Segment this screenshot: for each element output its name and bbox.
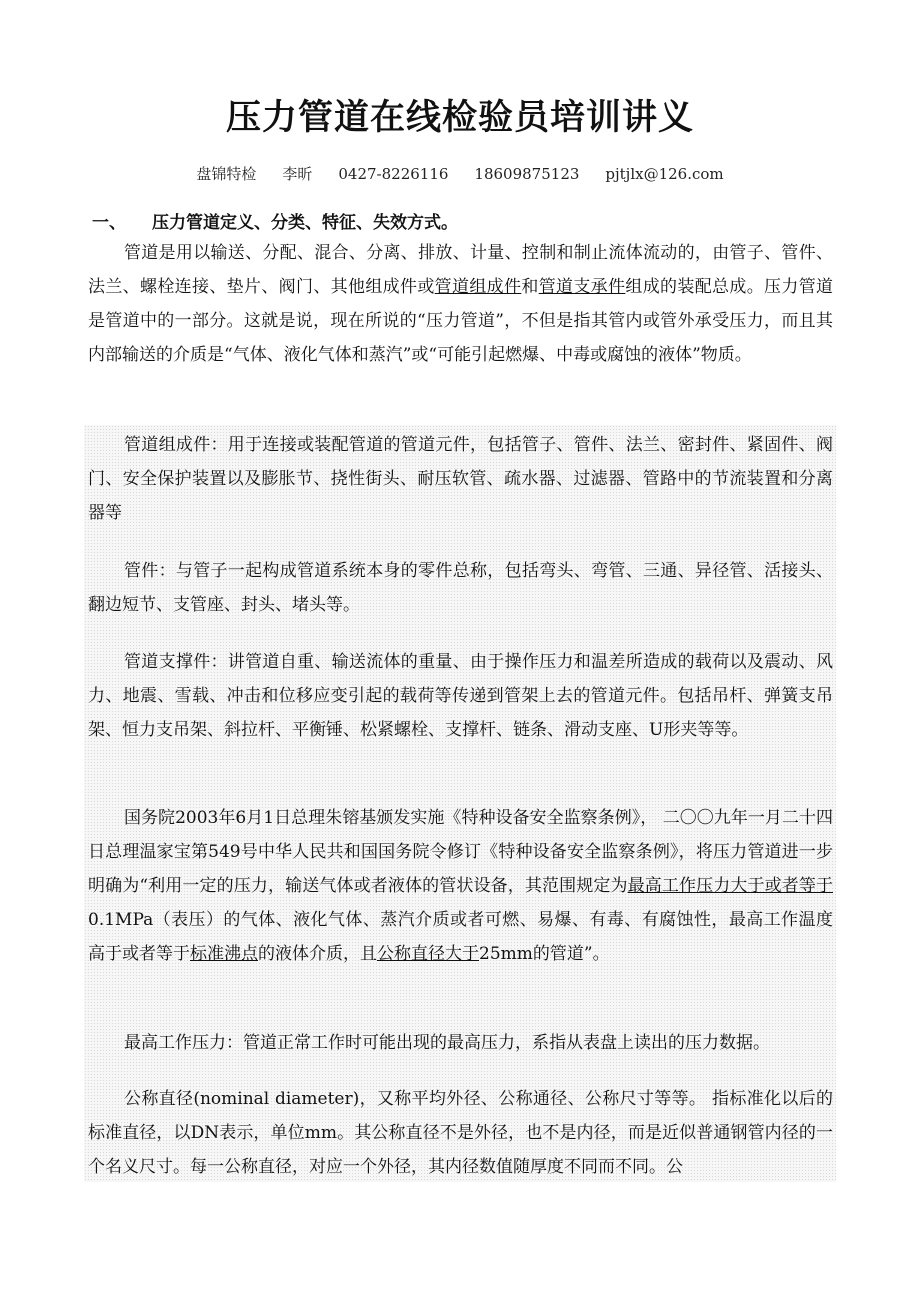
- section-number: 一、: [92, 213, 126, 233]
- note-supports: 管道支撑件：讲管道自重、输送流体的重量、由于操作压力和温差所造成的载荷以及震动、风力、地震、雪载、冲击和位移应变引起的载荷等传递到管架上去的管道元件。包括吊杆、弹簧支吊架、恒力支吊架、斜拉杆、平衡锤、松紧螺栓、支撑杆、链条、滑动支座、U形夹等等。: [88, 652, 833, 740]
- byline-author: 李昕: [282, 165, 313, 183]
- note-components: 管道组成件：用于连接或装配管道的管道元件，包括管子、管件、法兰、密封件、紧固件、阀门、安全保护装置以及膨胀节、挠性街头、耐压软管、疏水器、过滤器、管路中的节流装置和分离器等: [88, 435, 833, 523]
- byline-org: 盘锦特检: [196, 165, 257, 183]
- page-title: 压力管道在线检验员培训讲义: [225, 98, 694, 138]
- regulation-text: 国务院2003年6月1日总理朱镕基颁发实施《特种设备安全监察条例》， 二〇〇九年一月二十四日总理温家宝第549号中华人民共和国国务院令修订《特种设备安全监察条例》，将压力管道进一步明确为“利用一定的压力，输送气体或者液体的管状设备，其范围规定为: [88, 808, 833, 896]
- note-fittings: 管件：与管子一起构成管道系统本身的零件总称，包括弯头、弯管、三通、异径管、活接头、翻边短节、支管座、封头、堵头等。: [88, 561, 833, 615]
- intro-text: 管道是用以输送、分配、混合、分离、排放、计量、控制和制止流体流动的，由管子、管件、法兰、螺栓连接、垫片、阀门、其他组成件或: [88, 243, 833, 297]
- link-pipe-supports[interactable]: 管道支承件: [538, 277, 626, 297]
- intro-text: 组成的装配总成。压力管道是管道中的一部分。这就是说，现在所说的“压力管道”，不但是指其管内或管外承受压力，而且其内部输送的介质是“气体、液化气体和蒸汽”或“可能引起燃爆、中毒或腐蚀的液体”物质。: [88, 277, 834, 365]
- note-nominal-diameter: 公称直径(nominal diameter)，又称平均外径、公称通径、公称尺寸等等。 指标准化以后的标准直径，以DN表示，单位mm。其公称直径不是外径，也不是内径，而是近似普通钢管内径的一个名义尺寸。每一公称直径，对应一个外径，其内径数值随厚度不同而不同。公: [88, 1089, 833, 1177]
- byline-phone: 0427-8226116: [338, 165, 449, 183]
- byline-email: pjtjlx@126.com: [605, 165, 724, 183]
- intro-paragraph: [88, 236, 833, 372]
- regulation-text: 0.1MPa（表压）的气体、液化气体、蒸汽介质或者可燃、易爆、有毒、有腐蚀性，最高工作温度高于或者等于: [88, 910, 833, 964]
- regulation-text: 25mm的管道”。: [479, 944, 610, 964]
- underline-nominal-diameter: 公称直径大于: [377, 944, 479, 964]
- intro-text: 和: [521, 277, 539, 297]
- note-regulation: [88, 801, 833, 971]
- byline-mobile: 18609875123: [474, 165, 580, 183]
- regulation-text: 的液体介质，且: [258, 944, 377, 964]
- note-max-pressure: 最高工作压力：管道正常工作时可能出现的最高压力，系指从表盘上读出的压力数据。: [124, 1033, 770, 1053]
- section-title: 压力管道定义、分类、特征、失效方式。: [152, 213, 458, 233]
- section-heading: [92, 208, 458, 233]
- underline-max-pressure: 最高工作压力大于或者等于: [627, 876, 833, 896]
- link-pipe-components[interactable]: 管道组成件: [434, 277, 522, 297]
- byline: [0, 163, 920, 184]
- underline-boiling-point: 标准沸点: [190, 944, 258, 964]
